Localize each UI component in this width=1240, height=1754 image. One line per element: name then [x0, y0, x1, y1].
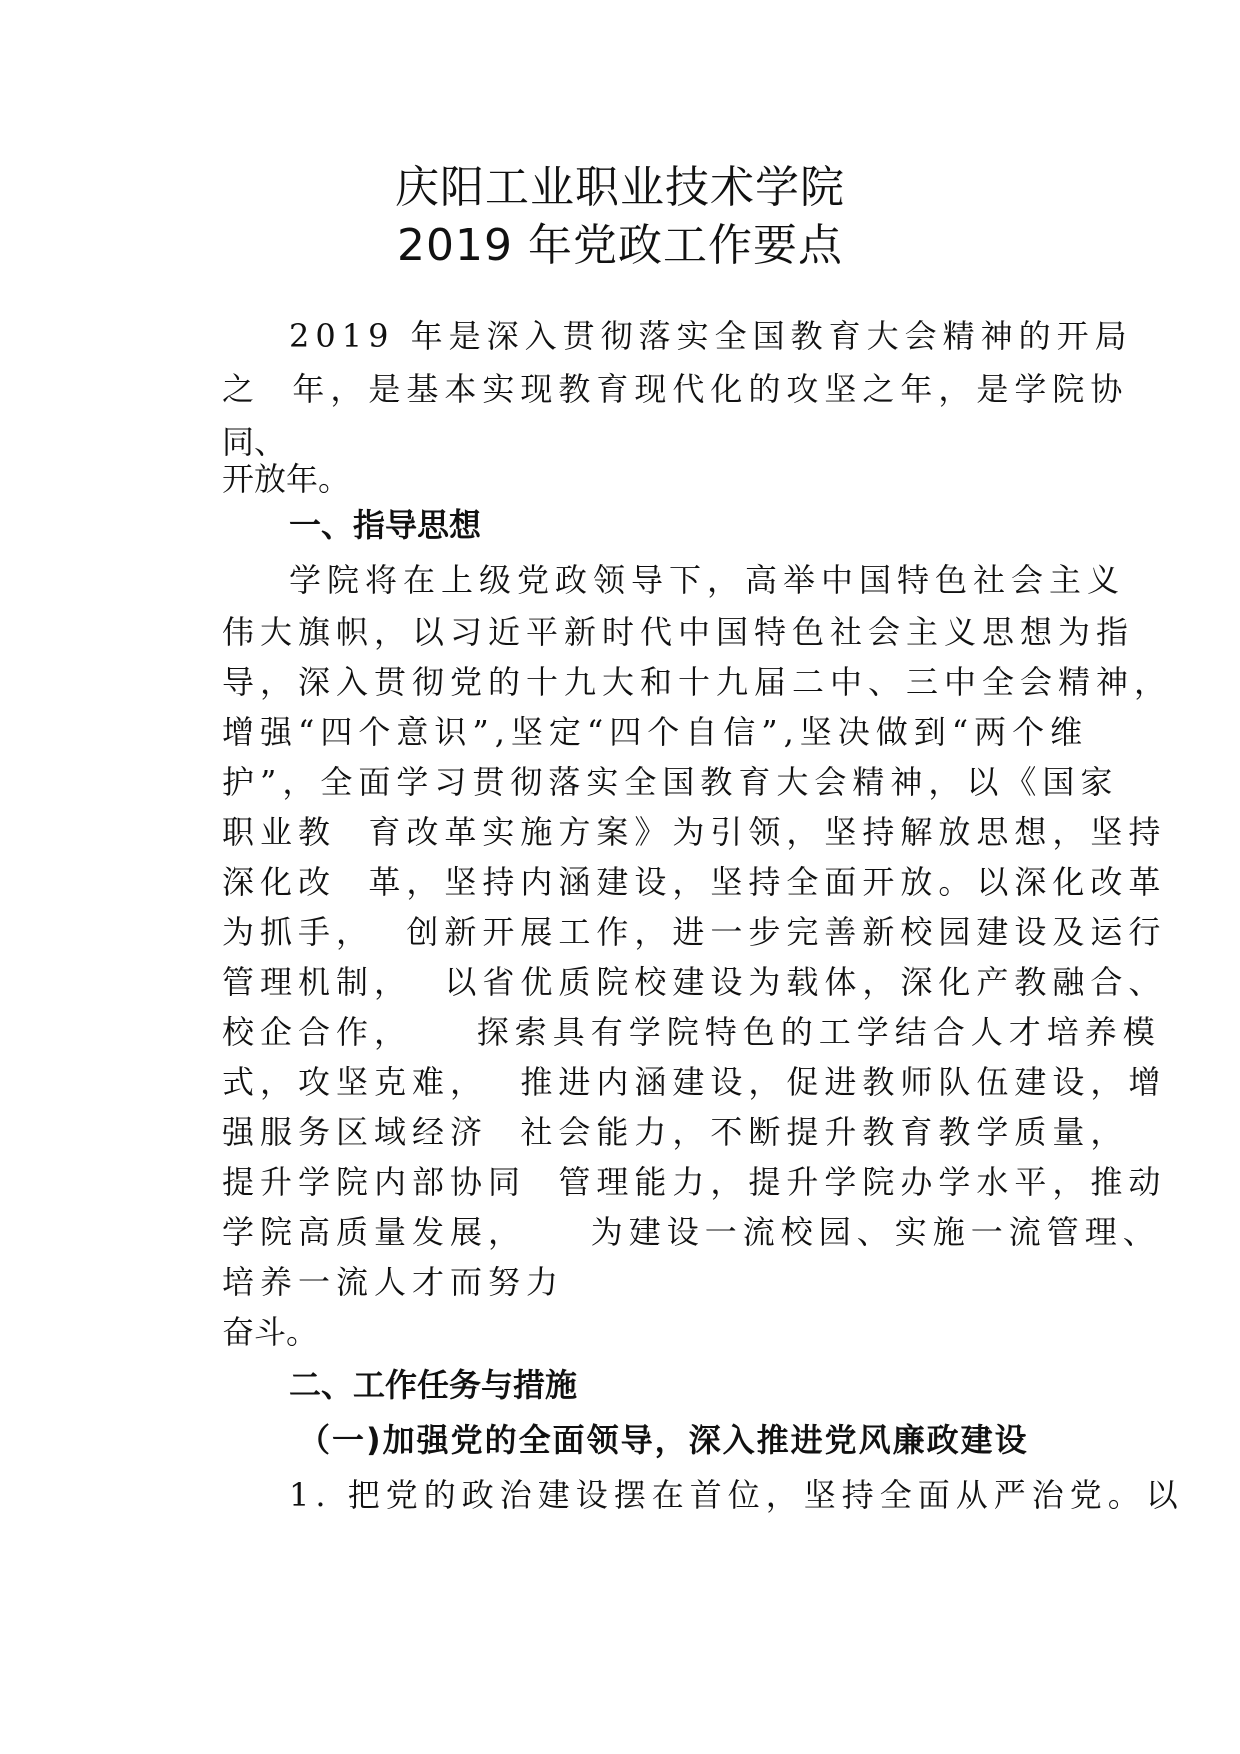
section1-line-7: 深化改 革，坚持内涵建设，坚持全面开放。以深化改革 — [222, 863, 1167, 901]
intro-line-1: 2019 年是深入贯彻落实全国教育大会精神的开局 — [289, 317, 1133, 355]
intro-line-2: 之 年，是基本实现教育现代化的攻坚之年，是学院协 — [222, 370, 1129, 408]
section1-line-8: 为抓手， 创新开展工作，进一步完善新校园建设及运行 — [222, 913, 1167, 951]
document-title-line1: 庆阳工业职业技术学院 — [395, 162, 845, 213]
intro-line-3: 同、 — [222, 423, 287, 461]
section-heading-work-tasks: 二、工作任务与措施 — [289, 1366, 578, 1404]
section1-line-2: 伟大旗帜，以习近平新时代中国特色社会主义思想为指 — [222, 613, 1135, 651]
document-title-line2: 2019 年党政工作要点 — [397, 220, 843, 271]
section1-line-13: 提升学院内部协同 管理能力，提升学院办学水平，推动 — [222, 1163, 1167, 1201]
section1-line-3: 导，深入贯彻党的十九大和十九届二中、三中全会精神， — [222, 663, 1173, 701]
section1-line-4: 增强“四个意识”,坚定“四个自信”,坚决做到“两个维 — [222, 713, 1089, 751]
section1-line-12: 强服务区域经济 社会能力，不断提升教育教学质量， — [222, 1113, 1129, 1151]
section1-line-10: 校企合作， 探索具有学院特色的工学结合人才培养模 — [222, 1013, 1161, 1051]
section1-line-6: 职业教 育改革实施方案》为引领，坚持解放思想，坚持 — [222, 813, 1167, 851]
section1-line-16: 奋斗。 — [222, 1313, 319, 1351]
section1-line-1: 学院将在上级党政领导下，高举中国特色社会主义 — [289, 561, 1126, 599]
section1-line-11: 式，攻坚克难， 推进内涵建设，促进教师队伍建设，增 — [222, 1063, 1167, 1101]
intro-line-4: 开放年。 — [222, 460, 351, 498]
section1-line-15: 培养一流人才而努力 — [222, 1263, 565, 1301]
item-1-text: 1. 把党的政治建设摆在首位，坚持全面从严治党。以 — [289, 1476, 1184, 1514]
section1-line-9: 管理机制， 以省优质院校建设为载体，深化产教融合、 — [222, 963, 1167, 1001]
subsection-heading-party-leadership: （一)加强党的全面领导，深入推进党风廉政建设 — [298, 1421, 1029, 1459]
section1-line-14: 学院高质量发展， 为建设一流校园、实施一流管理、 — [222, 1213, 1161, 1251]
section1-line-5: 护”，全面学习贯彻落实全国教育大会精神，以《国家 — [222, 763, 1119, 801]
section-heading-guiding-ideology: 一、指导思想 — [289, 506, 482, 544]
